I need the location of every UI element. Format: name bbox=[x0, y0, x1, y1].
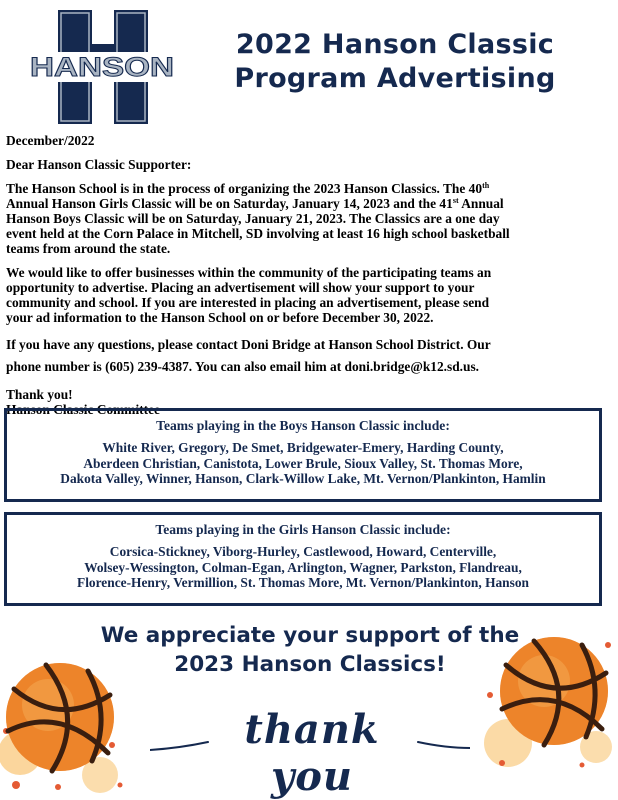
boys-teams-list bbox=[7, 440, 599, 487]
girls-teams-line-1: Corsica-Stickney, Viborg-Hurley, Castlewood, Howard, Centerville, bbox=[109, 544, 497, 559]
page-title bbox=[190, 28, 600, 96]
thank-you-script bbox=[150, 702, 470, 800]
letter-salutation: Dear Hanson Classic Supporter: bbox=[6, 157, 192, 172]
p2-text-c: community and school. If you are interested in placing an advertisement, please send bbox=[6, 295, 490, 310]
thank-you-text: thank you bbox=[244, 706, 380, 800]
appreciation-line-1: We appreciate your support of the bbox=[100, 623, 520, 648]
p2-text-a: We would like to offer businesses within the community of the participating teams an bbox=[6, 265, 492, 280]
girls-teams-header: Teams playing in the Girls Hanson Classic include: bbox=[155, 522, 451, 537]
letter-body bbox=[6, 133, 612, 417]
paragraph-2 bbox=[6, 265, 612, 325]
logo-text: HANSON bbox=[30, 52, 174, 82]
paragraph-3 bbox=[6, 334, 612, 378]
letter-closing: Thank you! bbox=[6, 387, 73, 402]
boys-teams-box bbox=[4, 408, 602, 502]
p1-sup-st: st bbox=[452, 196, 459, 205]
p1-text-d: Hanson Boys Classic will be on Saturday, January 21, 2023. The Classics are a one day bbox=[6, 211, 500, 226]
boys-teams-header: Teams playing in the Boys Hanson Classic include: bbox=[156, 418, 450, 433]
letter-signature: Hanson Classic Committee bbox=[6, 402, 160, 417]
p3-text-b: phone number is (605) 239-4387. You can also email him at doni.bridge@k12.sd.us. bbox=[6, 359, 480, 374]
hanson-logo bbox=[28, 8, 176, 128]
girls-teams-box bbox=[4, 512, 602, 606]
p2-text-d: your ad information to the Hanson School on or before December 30, 2022. bbox=[6, 310, 434, 325]
p1-text-e: event held at the Corn Palace in Mitchell, SD involving at least 16 high school basketball bbox=[6, 226, 510, 241]
letter-date: December/2022 bbox=[6, 133, 95, 148]
title-line-1: 2022 Hanson Classic bbox=[235, 29, 555, 60]
paragraph-1 bbox=[6, 181, 612, 256]
girls-teams-line-2: Wolsey-Wessington, Colman-Egan, Arlington, Wagner, Parkston, Flandreau, bbox=[84, 559, 522, 575]
boys-teams-line-3: Dakota Valley, Winner, Hanson, Clark-Willow Lake, Mt. Vernon/Plankinton, Hamlin bbox=[60, 471, 546, 486]
p1-text-a: The Hanson School is in the process of organizing the 2023 Hanson Classics. The 40 bbox=[6, 181, 483, 196]
girls-teams-line-3: Florence-Henry, Vermillion, St. Thomas More, Mt. Vernon/Plankinton, Hanson bbox=[77, 575, 529, 590]
p1-text-f: teams from around the state. bbox=[6, 241, 171, 256]
boys-teams-line-1: White River, Gregory, De Smet, Bridgewater-Emery, Harding County, bbox=[102, 440, 504, 455]
appreciation-line-2: 2023 Hanson Classics! bbox=[174, 652, 446, 677]
p2-text-b: opportunity to advertise. Placing an advertisement will show your support to your bbox=[6, 280, 475, 295]
girls-teams-list bbox=[7, 544, 599, 591]
boys-teams-line-2: Aberdeen Christian, Canistota, Lower Brule, Sioux Valley, St. Thomas More, bbox=[83, 455, 523, 471]
appreciation-heading bbox=[60, 621, 560, 679]
p1-text-b: Annual Hanson Girls Classic will be on Saturday, January 14, 2023 and the 41 bbox=[6, 196, 453, 211]
p3-text-a: If you have any questions, please contact Doni Bridge at Hanson School District. Our bbox=[6, 337, 491, 352]
p1-text-c: Annual bbox=[458, 196, 504, 211]
title-line-2: Program Advertising bbox=[234, 63, 556, 94]
p1-sup-th: th bbox=[482, 181, 490, 190]
